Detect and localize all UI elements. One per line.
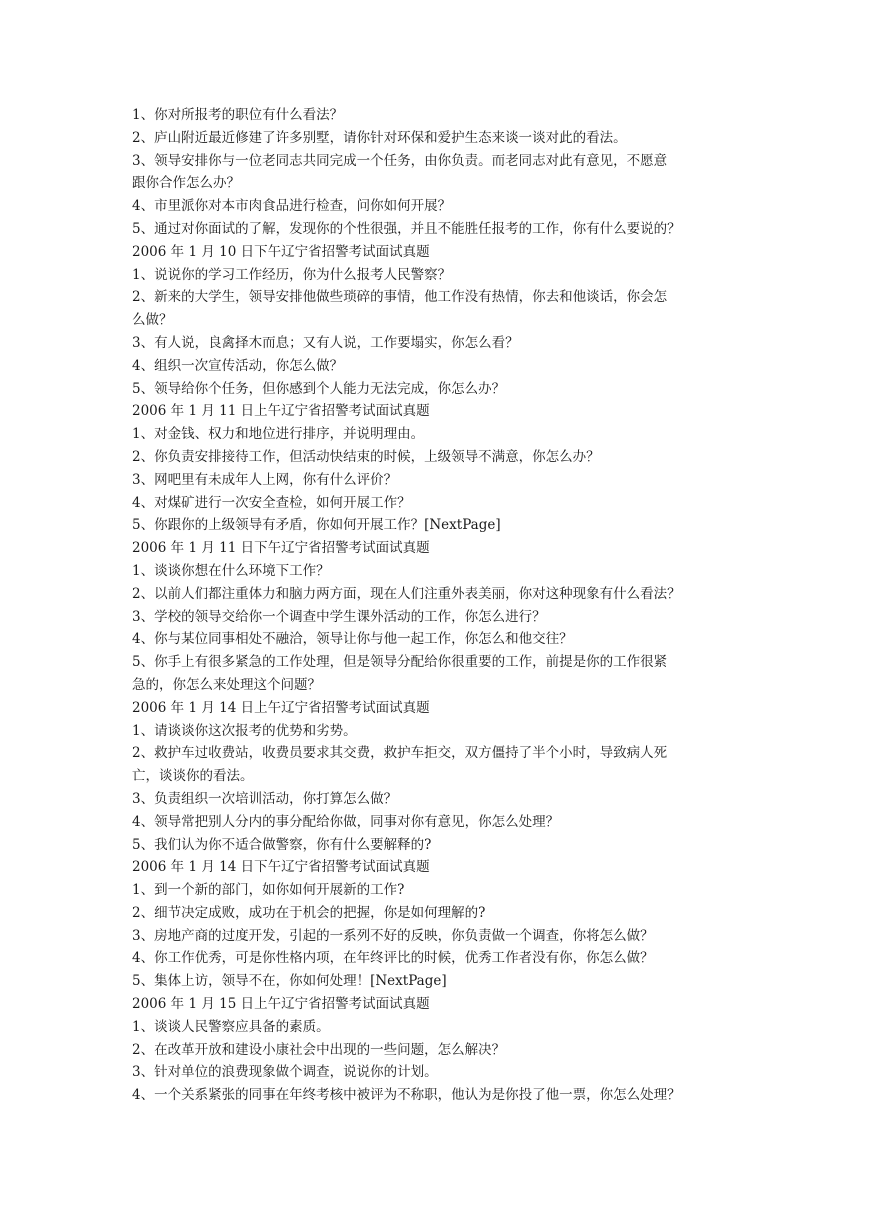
text-line: 2、以前人们都注重体力和脑力两方面，现在人们注重外表美丽，你对这种现象有什么看法？: [132, 585, 681, 602]
text-line: 急的，你怎么来处理这个问题？: [132, 676, 321, 693]
text-line: 3、房地产商的过度开发，引起的一系列不好的反映，你负责做一个调查，你将怎么做？: [132, 927, 654, 944]
text-line: 3、负责组织一次培训活动，你打算怎么做？: [132, 790, 398, 807]
text-line: 2、新来的大学生，领导安排他做些琐碎的事情，他工作没有热情，你去和他谈话，你会怎: [132, 289, 668, 306]
section-heading: 2006 年 1 月 14 日上午辽宁省招警考试面试真题: [132, 699, 430, 716]
text-line: 3、领导安排你与一位老同志共同完成一个任务，由你负责。而老同志对此有意见，不愿意: [132, 152, 668, 169]
text-line: 4、一个关系紧张的同事在年终考核中被评为不称职，他认为是你投了他一票，你怎么处理？: [132, 1087, 681, 1104]
section-heading: 2006 年 1 月 15 日上午辽宁省招警考试面试真题: [132, 996, 430, 1013]
text-line: 亡，谈谈你的看法。: [132, 768, 254, 785]
text-line: 1、说说你的学习工作经历，你为什么报考人民警察？: [132, 266, 452, 283]
text-line: 3、网吧里有未成年人上网，你有什么评价？: [132, 471, 398, 488]
section-heading: 2006 年 1 月 11 日上午辽宁省招警考试面试真题: [132, 403, 430, 420]
section-heading: 2006 年 1 月 14 日下午辽宁省招警考试面试真题: [132, 859, 430, 876]
text-line: 3、学校的领导交给你一个调查中学生课外活动的工作，你怎么进行？: [132, 608, 546, 625]
text-line: 5、通过对你面试的了解，发现你的个性很强，并且不能胜任报考的工作，你有什么要说的？: [132, 220, 681, 237]
text-line: 5、你跟你的上级领导有矛盾，你如何开展工作？[NextPage]: [132, 517, 501, 534]
text-line: 5、集体上访，领导不在，你如何处理！[NextPage]: [132, 973, 447, 990]
text-line: 1、请谈谈你这次报考的优势和劣势。: [132, 722, 357, 739]
text-line: 2、你负责安排接待工作，但活动快结束的时候，上级领导不满意，你怎么办？: [132, 448, 600, 465]
text-line: 3、针对单位的浪费现象做个调查，说说你的计划。: [132, 1064, 438, 1081]
text-line: 跟你合作怎么办？: [132, 175, 240, 192]
text-line: 5、你手上有很多紧急的工作处理，但是领导分配给你很重要的工作，前提是你的工作很紧: [132, 654, 668, 671]
text-line: 1、谈谈人民警察应具备的素质。: [132, 1018, 330, 1035]
text-line: 1、到一个新的部门，如你如何开展新的工作?: [132, 882, 405, 899]
text-line: 2、救护车过收费站，收费员要求其交费，救护车拒交，双方僵持了半个小时，导致病人死: [132, 745, 668, 762]
text-line: 3、有人说，良禽择木而息；又有人说，工作要塌实，你怎么看？: [132, 334, 519, 351]
text-line: 4、对煤矿进行一次安全查检，如何开展工作？: [132, 494, 411, 511]
text-line: 4、你与某位同事相处不融洽，领导让你与他一起工作，你怎么和他交往？: [132, 631, 573, 648]
text-line: 1、对金钱、权力和地位进行排序，并说明理由。: [132, 426, 425, 443]
text-line: 4、领导常把别人分内的事分配给你做，同事对你有意见，你怎么处理？: [132, 813, 560, 830]
text-line: 1、谈谈你想在什么环境下工作？: [132, 562, 330, 579]
text-line: 4、市里派你对本市肉食品进行检查，问你如何开展？: [132, 198, 452, 215]
text-line: 2、在改革开放和建设小康社会中出现的一些问题，怎么解决？: [132, 1041, 506, 1058]
text-line: 4、组织一次宣传活动，你怎么做？: [132, 357, 344, 374]
document-body: [132, 104, 744, 1107]
section-heading: 2006 年 1 月 11 日下午辽宁省招警考试面试真题: [132, 540, 430, 557]
text-line: 5、我们认为你不适合做警察，你有什么要解释的?: [132, 836, 432, 853]
text-line: 2、细节决定成败，成功在于机会的把握，你是如何理解的?: [132, 904, 486, 921]
text-line: 2、庐山附近最近修建了许多别墅，请你针对环保和爱护生态来谈一谈对此的看法。: [132, 129, 627, 146]
text-line: 么做？: [132, 312, 173, 329]
text-line: 4、你工作优秀，可是你性格内项，在年终评比的时候，优秀工作者没有你，你怎么做？: [132, 950, 654, 967]
text-line: 5、领导给你个任务，但你感到个人能力无法完成，你怎么办？: [132, 380, 506, 397]
text-line: 1、你对所报考的职位有什么看法？: [132, 107, 344, 123]
section-heading: 2006 年 1 月 10 日下午辽宁省招警考试面试真题: [132, 243, 430, 260]
